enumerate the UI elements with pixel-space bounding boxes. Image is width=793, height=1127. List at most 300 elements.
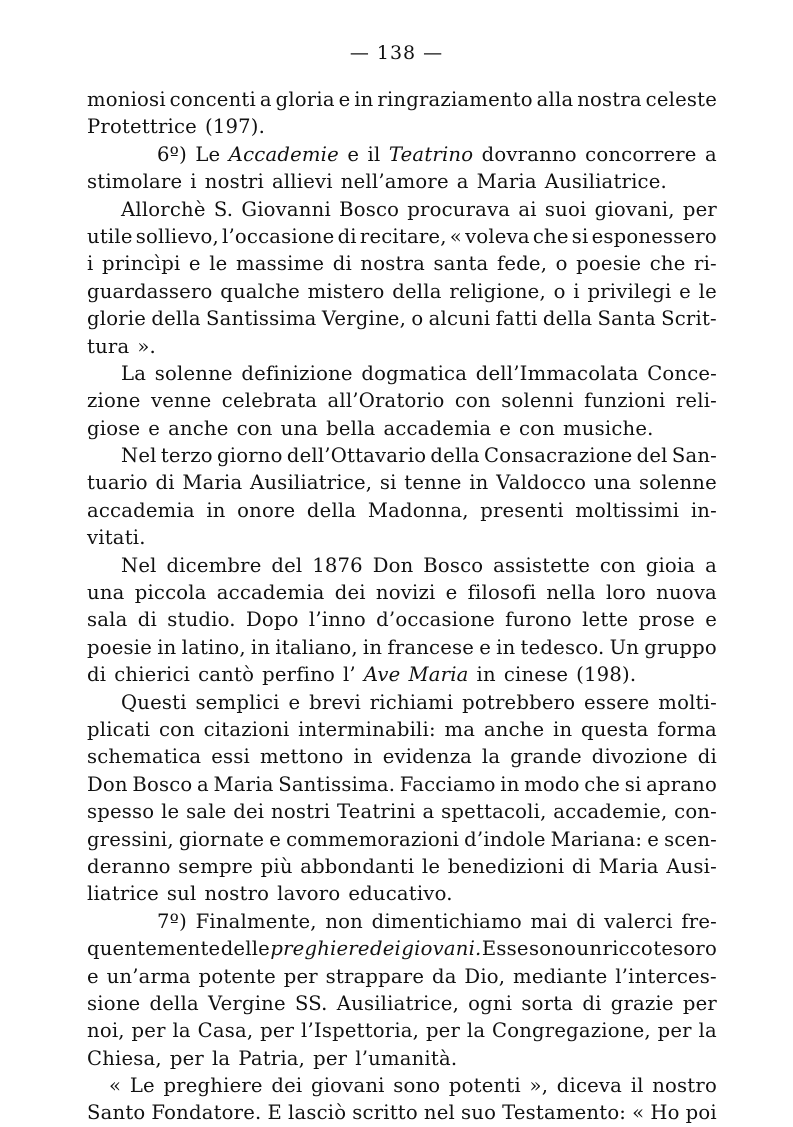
word: nostri <box>271 800 331 824</box>
word: zione <box>87 389 141 413</box>
word: 6º) <box>157 142 187 166</box>
word: Vergine, <box>321 307 407 331</box>
word: nostro <box>652 1074 717 1098</box>
word: E <box>267 1101 282 1125</box>
text-line <box>87 963 717 990</box>
word: princìpi <box>101 252 181 276</box>
word: grazie <box>610 991 674 1015</box>
word: e <box>288 690 301 714</box>
word: Madonna, <box>367 498 469 522</box>
word: Un <box>609 635 640 659</box>
text-line <box>87 141 717 168</box>
word: piccola <box>134 581 207 605</box>
word: Consacrazione <box>484 444 633 468</box>
word: accademia <box>383 416 492 440</box>
word: funzioni <box>584 389 666 413</box>
word: ai <box>518 197 537 221</box>
word: valerci <box>604 909 673 933</box>
text-line <box>87 716 717 743</box>
word: solenne <box>154 361 233 385</box>
text-line <box>87 634 717 661</box>
word: o <box>555 252 568 276</box>
word: in <box>500 772 520 796</box>
word: richiami <box>369 690 454 714</box>
text-line <box>87 497 717 524</box>
word: nella <box>546 581 596 605</box>
word: qualche <box>220 279 300 303</box>
word: solenni <box>501 389 574 413</box>
word: Dio, <box>464 964 506 988</box>
word: d’occasione <box>376 608 495 632</box>
word: Protettrice <box>87 115 197 139</box>
word: Mariana: <box>550 827 643 851</box>
word: e <box>679 279 691 303</box>
text-line <box>87 853 717 880</box>
word: celebrata <box>221 389 318 413</box>
word: noi, <box>87 1019 125 1043</box>
word: educativo. <box>348 882 453 906</box>
word: italiano, <box>275 635 358 659</box>
word: di <box>697 745 717 769</box>
word: potrebbero <box>462 690 576 714</box>
word: Le <box>195 142 221 166</box>
word: Testamento: <box>502 1101 627 1125</box>
word: per <box>682 197 717 221</box>
word: « <box>109 1074 122 1098</box>
word: Bosco <box>423 553 484 577</box>
word: nostro <box>204 882 270 906</box>
word: le <box>161 800 180 824</box>
word: tedesco. <box>520 635 605 659</box>
word: aprano <box>646 772 717 796</box>
word: tenne <box>404 471 462 495</box>
word: di <box>571 854 592 878</box>
word: privilegi <box>587 279 672 303</box>
text-line <box>87 990 717 1017</box>
word: Nel <box>121 553 157 577</box>
word: Allorchè <box>121 197 206 221</box>
word: novizi <box>375 581 436 605</box>
text-line <box>87 826 717 853</box>
word: cinese <box>503 663 569 687</box>
word: vitati. <box>87 526 146 550</box>
word: anche <box>483 717 545 741</box>
word: definizione <box>241 361 353 385</box>
word: potenti <box>448 1074 521 1098</box>
word: in <box>496 635 516 659</box>
word: della <box>306 498 357 522</box>
word: sono <box>393 1074 441 1098</box>
word: (198). <box>576 663 637 687</box>
word: 7º) <box>157 909 187 933</box>
word: accademia <box>216 581 325 605</box>
text-line <box>87 305 717 332</box>
word: in <box>157 635 177 659</box>
word: lavoro <box>277 882 341 906</box>
word: giovani <box>310 1074 385 1098</box>
word: in <box>354 88 374 111</box>
text-line <box>87 168 717 195</box>
word: alcuni <box>428 307 491 331</box>
word: Bosco <box>132 772 193 796</box>
word: e <box>338 88 351 111</box>
word: si <box>624 772 642 796</box>
word: diceva <box>556 1074 623 1098</box>
word: gressini, <box>87 827 174 851</box>
word: benedizioni <box>447 854 565 878</box>
word: in- <box>690 498 717 522</box>
word: ». <box>137 334 156 358</box>
word: potente <box>198 964 276 988</box>
word: sale <box>186 800 227 824</box>
word: di <box>576 909 596 933</box>
word: in <box>362 635 383 659</box>
word: Finalmente, <box>195 909 317 933</box>
word: lasciò <box>288 1101 347 1125</box>
word: gloria <box>275 88 335 111</box>
word: Vergine <box>208 991 286 1015</box>
word: e <box>188 252 201 276</box>
word: in <box>250 635 271 659</box>
word: latino, <box>181 635 246 659</box>
word: dicembre <box>166 553 262 577</box>
word: studio. <box>167 608 236 632</box>
word: venne <box>150 389 212 413</box>
word: sorta <box>521 991 574 1015</box>
word: Giovanni <box>241 197 331 221</box>
word: all’Oratorio <box>327 389 445 413</box>
word: più <box>260 854 293 878</box>
word: grande <box>510 745 582 769</box>
word: forma <box>657 717 717 741</box>
word: Don <box>372 553 414 577</box>
word: « <box>449 224 462 248</box>
word: mistero <box>307 279 385 303</box>
word: con <box>236 416 273 440</box>
word: deranno <box>87 854 171 878</box>
text-line <box>87 196 717 223</box>
word: commemorazioni <box>286 827 460 851</box>
word: brevi <box>309 690 361 714</box>
word: Le <box>129 1074 155 1098</box>
word: Ausi- <box>666 854 717 878</box>
word: per <box>425 1019 461 1043</box>
word: si <box>571 224 589 248</box>
word: concorrere <box>585 142 697 166</box>
word: anche <box>168 416 229 440</box>
word: concenti <box>169 88 256 111</box>
word: o <box>553 279 566 303</box>
word: molti- <box>658 690 717 714</box>
word: la <box>172 1019 191 1043</box>
word: di <box>137 608 157 632</box>
word: fatti <box>495 307 538 331</box>
word: assistette <box>493 553 591 577</box>
word: guardassero <box>87 279 213 303</box>
word: i <box>87 252 94 276</box>
word: d’indole <box>464 827 546 851</box>
word: nostri <box>204 170 264 194</box>
text-line <box>87 1045 717 1072</box>
text-line <box>87 387 717 414</box>
word: religione, <box>449 279 546 303</box>
word: preghiere <box>163 1074 263 1098</box>
word: essere <box>584 690 650 714</box>
word: esponessero <box>591 224 717 248</box>
word: bella <box>326 416 376 440</box>
word: il <box>630 1074 644 1098</box>
text-line <box>87 278 717 305</box>
word: della <box>392 279 442 303</box>
word: non <box>325 909 363 933</box>
word: evidenza <box>382 745 472 769</box>
word: scritto <box>352 1101 418 1125</box>
word: sala <box>87 608 128 632</box>
text-line <box>87 880 717 907</box>
word: per <box>682 991 717 1015</box>
word: nostra <box>577 88 642 111</box>
word: Maria <box>408 663 469 687</box>
word: Nel <box>121 444 157 468</box>
word: fede, <box>496 252 548 276</box>
word: Maria <box>598 854 659 878</box>
word: di <box>87 663 107 687</box>
word: accademia <box>87 498 195 522</box>
word: poesie <box>87 635 153 659</box>
word: di <box>582 991 602 1015</box>
word: perfino <box>262 663 335 687</box>
word: e <box>87 964 99 988</box>
word: dell’Ottavario <box>286 444 427 468</box>
word: in <box>552 717 573 741</box>
word: sempre <box>178 854 254 878</box>
word: dei <box>233 800 265 824</box>
word: o <box>411 307 424 331</box>
word: filosofi <box>467 581 537 605</box>
word: per <box>169 1046 204 1070</box>
word: a <box>705 142 717 166</box>
word: stimolare <box>87 170 183 194</box>
word: San- <box>671 444 717 468</box>
word: allievi <box>271 170 333 194</box>
word: dei <box>334 581 366 605</box>
word: recitare, <box>359 224 447 248</box>
text-line <box>87 798 717 825</box>
word: a <box>456 170 469 194</box>
word: con- <box>674 800 717 824</box>
word: sono <box>529 937 577 961</box>
word: della <box>542 307 593 331</box>
text-line <box>87 113 717 140</box>
word: Santa <box>597 307 656 331</box>
word: Valdocco <box>496 471 587 495</box>
word: con <box>599 553 636 577</box>
word: nostra <box>360 252 426 276</box>
word: per <box>260 1019 295 1043</box>
text-line <box>87 442 717 469</box>
word: a <box>422 800 435 824</box>
word: che <box>584 772 621 796</box>
word: Maria <box>182 471 243 495</box>
word: nel <box>423 1101 455 1125</box>
word: Ho <box>650 1101 680 1125</box>
word: e <box>499 416 512 440</box>
text-body <box>87 86 717 1127</box>
word: suo <box>461 1101 497 1125</box>
text-line <box>87 606 717 633</box>
word: della <box>430 444 480 468</box>
word: Teatrino <box>388 142 474 166</box>
word: e <box>647 827 660 851</box>
word: giornate <box>178 827 265 851</box>
word: « <box>632 1101 645 1125</box>
word: un <box>576 937 603 961</box>
word: Teatrini <box>336 800 416 824</box>
word: e <box>479 635 491 659</box>
word: dei <box>271 1074 303 1098</box>
word: semplici <box>195 690 280 714</box>
text-line <box>87 908 717 935</box>
word: Maria <box>213 772 274 796</box>
word: sollievo, <box>135 224 219 248</box>
text-line <box>87 552 717 579</box>
word: e <box>148 416 161 440</box>
word: moltissimi <box>575 498 680 522</box>
word: schematica <box>87 745 202 769</box>
word: i <box>573 279 580 303</box>
word: interminabili: <box>298 717 436 741</box>
word: citazioni <box>203 717 290 741</box>
word: Fondatore. <box>151 1101 262 1125</box>
word: lette <box>582 608 629 632</box>
word: dogmatica <box>361 361 468 385</box>
word: celeste <box>645 88 717 111</box>
text-line <box>87 469 717 496</box>
word: plicati <box>87 717 151 741</box>
word: Don <box>87 772 128 796</box>
text-line <box>87 661 717 688</box>
word: il <box>367 142 381 166</box>
word: la <box>698 1019 717 1043</box>
word: e <box>347 142 360 166</box>
page-number: — 138 — <box>349 42 444 64</box>
word: (197). <box>204 115 266 139</box>
text-line <box>87 935 717 962</box>
word: presenti <box>480 498 564 522</box>
word: le <box>209 252 228 276</box>
text-line <box>87 415 717 442</box>
word: l’inno <box>308 608 366 632</box>
word: per <box>313 1046 348 1070</box>
word: preghiere <box>270 937 370 961</box>
word: modo <box>524 772 580 796</box>
word: reli- <box>675 389 717 413</box>
text-line <box>87 86 717 113</box>
text-line <box>87 743 717 770</box>
word: di <box>155 471 175 495</box>
word: Scrit- <box>661 307 717 331</box>
word: si <box>379 471 397 495</box>
word: moniosi <box>87 88 166 111</box>
text-line <box>87 250 717 277</box>
word: le <box>698 279 717 303</box>
word: loro <box>605 581 646 605</box>
word: con <box>519 416 556 440</box>
word: essi <box>211 745 251 769</box>
word: a <box>259 88 272 111</box>
word: Esse <box>481 937 529 961</box>
word: ricco <box>602 937 653 961</box>
word: della <box>149 991 199 1015</box>
word: SS. <box>294 991 328 1015</box>
word: ogni <box>468 991 513 1015</box>
word: procurava <box>407 197 511 221</box>
word: Accademie <box>228 142 339 166</box>
word: per <box>131 1019 166 1043</box>
word: tuario <box>87 471 148 495</box>
word: gruppo <box>644 635 717 659</box>
word: giorno <box>217 444 283 468</box>
word: l’ <box>342 663 356 687</box>
word: i <box>190 170 197 194</box>
word: Santissima <box>206 307 317 331</box>
word: Facciamo <box>399 772 496 796</box>
word: a <box>197 772 209 796</box>
word: in <box>206 498 226 522</box>
word: dei <box>370 937 402 961</box>
word: quentemente <box>87 937 221 961</box>
word: voleva <box>465 224 530 248</box>
word: Ausiliatrice, <box>336 991 459 1015</box>
text-line <box>87 1017 717 1044</box>
word: Conce- <box>647 361 717 385</box>
word: Santo <box>87 1101 146 1125</box>
word: glorie <box>87 307 147 331</box>
word: », <box>529 1074 549 1098</box>
word: l’umanità. <box>355 1046 458 1070</box>
word: cantò <box>198 663 255 687</box>
word: Chiesa, <box>87 1046 162 1070</box>
word: Maria <box>476 170 537 194</box>
word: terzo <box>160 444 213 468</box>
word: liatrice <box>87 882 159 906</box>
word: una <box>280 416 319 440</box>
word: del <box>636 444 668 468</box>
word: dell’Immacolata <box>475 361 639 385</box>
word: Santissima. <box>278 772 396 796</box>
word: nuova <box>656 581 717 605</box>
word: utile <box>87 224 133 248</box>
word: giovani. <box>401 937 482 961</box>
word: da <box>431 964 457 988</box>
word: mai <box>530 909 568 933</box>
word: Bosco <box>339 197 400 221</box>
word: della <box>151 307 201 331</box>
text-line <box>87 360 717 387</box>
word: massime <box>235 252 325 276</box>
word: suoi <box>544 197 587 221</box>
word: giose <box>87 416 141 440</box>
word: tura <box>87 334 130 358</box>
text-line <box>87 524 717 551</box>
word: Questi <box>121 690 187 714</box>
word: sul <box>166 882 197 906</box>
word: dovranno <box>481 142 577 166</box>
word: prose <box>638 608 695 632</box>
word: a <box>705 553 717 577</box>
word: musiche. <box>563 416 654 440</box>
word: e <box>269 827 282 851</box>
